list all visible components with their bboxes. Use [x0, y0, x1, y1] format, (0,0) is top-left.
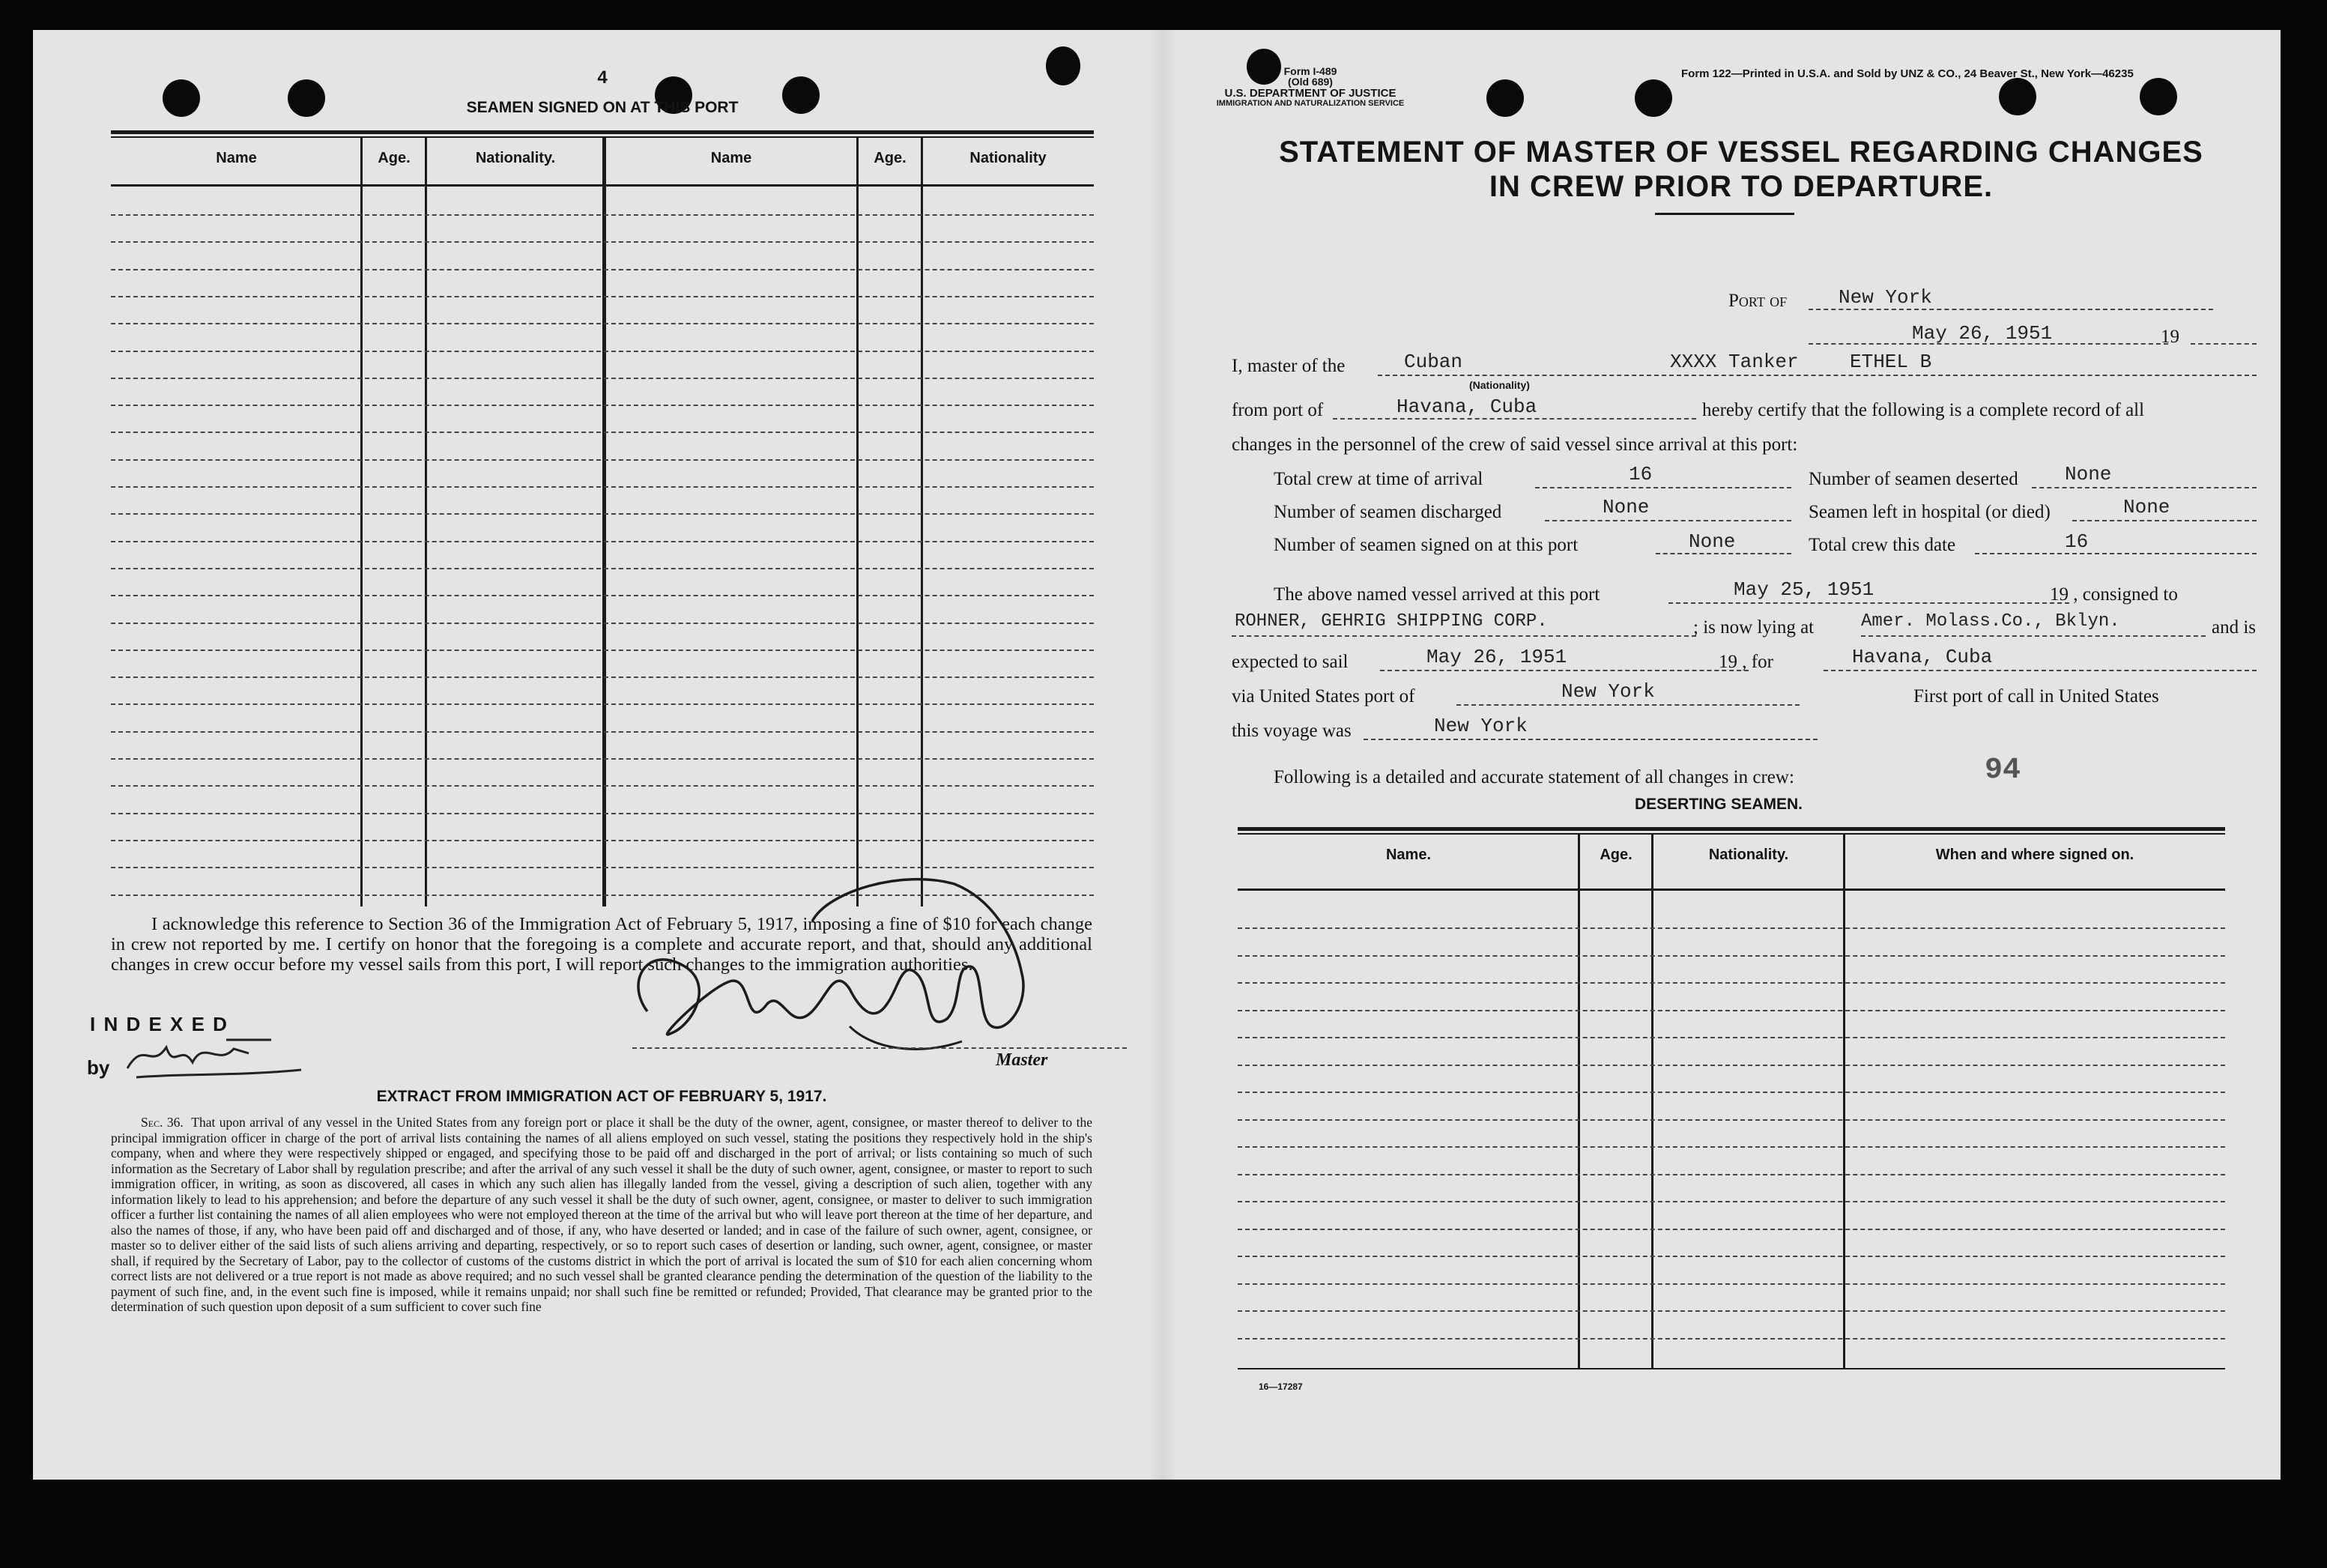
- table-row-rule: [111, 513, 1094, 515]
- table-row-rule: [111, 676, 1094, 678]
- from-port-value: Havana, Cuba: [1396, 396, 1537, 418]
- by-label: by: [87, 1056, 110, 1079]
- deserting-seamen-title: DESERTING SEAMEN.: [1634, 796, 1803, 813]
- from-port-label: from port of: [1232, 400, 1324, 420]
- signed-on-label: Number of seamen signed on at this port: [1274, 535, 1579, 555]
- column-header: When and where signed on.: [1935, 847, 2134, 863]
- total-crew-date-value: 16: [2065, 530, 2089, 553]
- table-row-rule: [111, 323, 1094, 324]
- arrived-value: May 25, 1951: [1734, 578, 1874, 601]
- column-header: Age.: [378, 150, 411, 166]
- table-row-rule: [1238, 1146, 2225, 1148]
- punch-hole: [163, 79, 200, 117]
- certify-text: hereby certify that the following is a complete record of all: [1702, 400, 2145, 420]
- table-row-rule: [111, 623, 1094, 624]
- form-title: STATEMENT OF MASTER OF VESSEL REGARDING CHANGES IN CREW PRIOR TO DEPARTURE.: [1279, 136, 2203, 203]
- port-of-label: Port of: [1728, 291, 1788, 311]
- table-row-rule: [111, 405, 1094, 406]
- punch-hole: [1486, 79, 1524, 117]
- table-row-rule: [1238, 1037, 2225, 1038]
- following-text: Following is a detailed and accurate statement of all changes in crew:: [1274, 767, 1794, 787]
- punch-hole: [1999, 78, 2036, 115]
- table-row-rule: [1238, 1065, 2225, 1066]
- voyage-label: this voyage was: [1232, 721, 1352, 741]
- first-port-label: First port of call in United States: [1913, 686, 2159, 706]
- table-row-rule: [1238, 1256, 2225, 1257]
- signed-on-value: None: [1689, 530, 1736, 553]
- for-label: 19 , for: [1719, 652, 1773, 672]
- table-row-rule: [111, 378, 1094, 379]
- section-title-signed-on: SEAMEN SIGNED ON AT THIS PORT: [466, 99, 739, 116]
- table-row-rule: [111, 650, 1094, 651]
- extract-text: That upon arrival of any vessel in the United States from any foreign port or place it shall be the duty of the owner, agent, consignee, or master thereof to deliver to the principal immigration officer in charge of the port of arrival lists containing the names of all aliens employed on such vessel, stating the positions they respectively hold in the ship's company, when and where they were respectively shipped or engaged, and specifying those to be paid off and discharged in the port of arrival; or lists containing so much of such information as the Secretary of Labor shall by regulation prescribe; and after the arrival of any such vessel it shall be the duty of such owner, agent, consignee, or master to report to such immigration officer, in writing, as soon as discovered, all cases in which any such alien has illegally landed from the vessel, giving a description of such alien, together with any information likely to lead to his apprehension; and before the departure of any such vessel it shall be the duty of such owner, agent, consignee, or master to deliver to such immigration officer a further list containing the names of all alien employees who were not employed thereon at the time of the arrival but who will leave port thereon at the time of her departure, and also the names of those, if any, who have been paid off and discharged and of those, if any, who have deserted or landed; and in case of the failure of such owner, agent, consignee, or master so to deliver either of the said lists of such aliens arriving and departing, respectively, or so to report such cases of desertion or landing, such owner, agent, consignee, or master shall, if required by the Secretary of Labor, pay to the collector of customs of the customs district in which the port of arrival is located the sum of $10 for each alien concerning whom correct lists are not delivered or a true report is not made as above required; and no such vessel shall be granted clearance pending the determination of the question of the liability to the payment of such fine, and, in the event such fine is imposed, while it remains unpaid; nor shall such fine be remitted or refunded; Provided, That clearance may be granted prior to the determination of such question upon deposit of a sum sufficient to cover such fine: [111, 1115, 1092, 1314]
- table-row-rule: [111, 296, 1094, 297]
- column-header: Nationality.: [1708, 847, 1789, 863]
- table-row-rule: [1238, 927, 2225, 929]
- total-crew-arrival-value: 16: [1629, 463, 1653, 485]
- table-row-rule: [111, 785, 1094, 787]
- column-header: Name: [216, 150, 257, 166]
- printer-note: Form 122—Printed in U.S.A. and Sold by UNZ & CO., 24 Beaver St., New York—46235: [1681, 67, 2134, 80]
- column-header: Nationality.: [475, 150, 556, 166]
- table-row-rule: [111, 568, 1094, 569]
- document-sheet: [33, 30, 2281, 1480]
- table-row-rule: [111, 840, 1094, 841]
- table-row-rule: [1238, 1010, 2225, 1011]
- total-crew-arrival-label: Total crew at time of arrival: [1274, 469, 1483, 489]
- form-number: Form I-489 (Old 689): [1283, 65, 1337, 88]
- page-fold: [1148, 30, 1178, 1480]
- port-of-value: New York: [1839, 286, 1932, 309]
- initials-signature: [121, 1032, 316, 1085]
- nationality-caption: (Nationality): [1469, 379, 1530, 391]
- and-is-text: and is: [2212, 617, 2257, 638]
- punch-hole: [288, 79, 325, 117]
- master-of-the-label: I, master of the: [1232, 356, 1346, 376]
- punch-hole: [2140, 78, 2177, 115]
- table-row-rule: [111, 486, 1094, 488]
- extract-body: [111, 1115, 1092, 1315]
- page-number: 4: [597, 67, 608, 88]
- title-rule: [1655, 213, 1794, 215]
- table-row-rule: [111, 758, 1094, 760]
- indexed-label: I N D E X E D: [90, 1013, 229, 1035]
- table-row-rule: [111, 432, 1094, 433]
- punch-hole: [1635, 79, 1672, 117]
- deserted-label: Number of seamen deserted: [1809, 469, 2018, 489]
- column-header: Age.: [1600, 847, 1632, 863]
- consignee-value: ROHNER, GEHRIG SHIPPING CORP.: [1235, 611, 1548, 632]
- table-row-rule: [1238, 1174, 2225, 1175]
- vessel-type-value: XXXX Tanker: [1670, 351, 1799, 373]
- expected-label: expected to sail: [1232, 652, 1349, 672]
- acknowledgment-text: I acknowledge this reference to Section 36 of the Immigration Act of February 5, 1917, imposing a fine of $10 for each change in crew not reported by me. I certify on honor that the foregoing is a complete and accurate report, and that, should any additional changes in crew occur before my vessel sails from this port, I will report such changes to the immigration authorities.: [111, 914, 1092, 975]
- voyage-value: New York: [1434, 715, 1528, 737]
- table-row-rule: [1238, 1283, 2225, 1285]
- stamp-number: 94: [1985, 754, 2021, 787]
- column-header: Age.: [874, 150, 907, 166]
- column-header: Nationality: [969, 150, 1047, 166]
- table-row-rule: [111, 459, 1094, 461]
- table-row-rule: [111, 731, 1094, 733]
- lying-label: ; is now lying at: [1693, 617, 1815, 638]
- discharged-label: Number of seamen discharged: [1274, 502, 1502, 522]
- hospital-value: None: [2123, 496, 2170, 518]
- table-row-rule: [111, 541, 1094, 542]
- discharged-value: None: [1603, 496, 1650, 518]
- column-header: Name.: [1385, 847, 1432, 863]
- table-row-rule: [111, 703, 1094, 705]
- master-label: Master: [996, 1050, 1048, 1070]
- lying-value: Amer. Molass.Co., Bklyn.: [1861, 611, 2120, 632]
- table-row-rule: [1238, 1338, 2225, 1340]
- footer-code: 16—17287: [1259, 1381, 1303, 1392]
- via-label: via United States port of: [1232, 686, 1415, 706]
- table-row-rule: [1238, 955, 2225, 957]
- total-crew-date-label: Total crew this date: [1809, 535, 1956, 555]
- expected-value: May 26, 1951: [1426, 646, 1567, 668]
- date-year-suffix: 19: [2161, 327, 2179, 347]
- punch-hole: [1046, 46, 1080, 85]
- table-row-rule: [1238, 1119, 2225, 1121]
- service-name: IMMIGRATION AND NATURALIZATION SERVICE: [1216, 99, 1405, 108]
- table-row-rule: [1238, 1229, 2225, 1230]
- vessel-name-value: ETHEL B: [1850, 351, 1932, 373]
- hospital-label: Seamen left in hospital (or died): [1809, 502, 2051, 522]
- consigned-label: 19 , consigned to: [2050, 584, 2178, 605]
- column-header: Name: [710, 150, 752, 166]
- table-row-rule: [111, 351, 1094, 352]
- table-row-rule: [111, 595, 1094, 596]
- nationality-value: Cuban: [1404, 351, 1463, 373]
- extract-title: EXTRACT FROM IMMIGRATION ACT OF FEBRUARY 5, 1917.: [376, 1088, 827, 1105]
- department-name: U.S. DEPARTMENT OF JUSTICE: [1224, 87, 1396, 100]
- via-value: New York: [1561, 680, 1655, 703]
- table-row-rule: [1238, 1092, 2225, 1093]
- deserted-value: None: [2065, 463, 2112, 485]
- table-row-rule: [1238, 1310, 2225, 1312]
- arrived-label: The above named vessel arrived at this port: [1274, 584, 1600, 605]
- date-value: May 26, 1951: [1912, 322, 2053, 345]
- table-row-rule: [1238, 982, 2225, 984]
- for-value: Havana, Cuba: [1852, 646, 1993, 668]
- extract-section: Sec. 36.: [141, 1115, 184, 1130]
- table-row-rule: [111, 269, 1094, 270]
- table-row-rule: [111, 813, 1094, 814]
- table-row-rule: [111, 214, 1094, 216]
- table-row-rule: [1238, 1201, 2225, 1202]
- changes-text: changes in the personnel of the crew of said vessel since arrival at this port:: [1232, 435, 1798, 455]
- table-row-rule: [111, 241, 1094, 243]
